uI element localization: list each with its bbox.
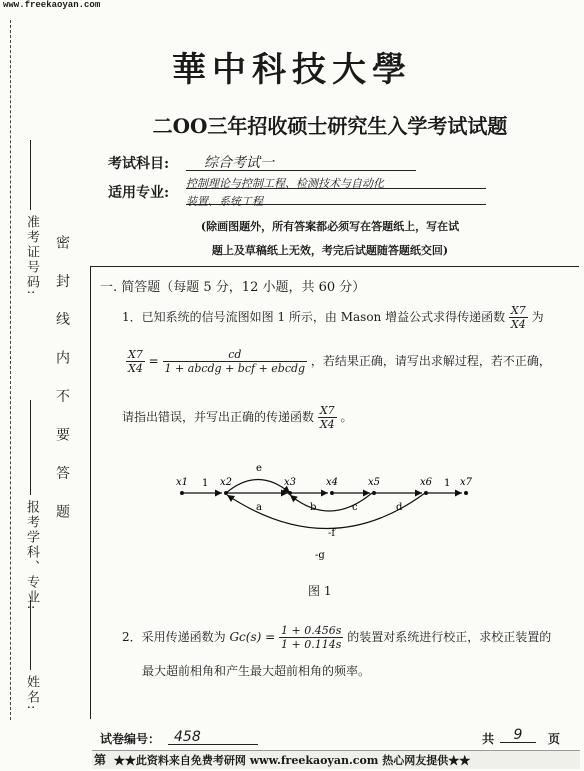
node-x6 — [424, 491, 428, 495]
q1-frac2-num: X7 — [319, 404, 335, 417]
node-labels — [176, 477, 473, 488]
q2-gc: Gc(s) = — [229, 630, 276, 644]
branch-label-4: d — [396, 502, 403, 513]
major-value-1: 控制理论与控制工程、检测技术与自动化 — [186, 177, 384, 190]
notice-line-2: 题上及草稿纸上无效，考完后试题随答题纸交回) — [211, 244, 449, 257]
q1-eq-rhs-den: 1 + abcdg + bcf + ebcdg — [164, 362, 306, 375]
q2-frac-den: 1 + 0.114s — [281, 638, 342, 651]
q1-text-d: 请指出错误，并写出正确的传递函数 — [122, 410, 315, 424]
total-label: 共 — [482, 732, 495, 746]
seal-border — [10, 20, 11, 720]
node-x2 — [224, 491, 228, 495]
name-line — [30, 600, 31, 670]
paper-no-label: 试卷编号： — [100, 732, 161, 746]
total-line — [500, 724, 536, 743]
q1-frac-den: X4 — [510, 318, 526, 331]
paper-no-line — [168, 726, 258, 745]
subject-line — [186, 152, 416, 171]
q1-line1 — [122, 304, 544, 331]
branch-label-7: -f — [328, 528, 336, 539]
banner-text: ★★此资料来自免费考研网 www.freekaoyan.com 热心网友提供★★ — [113, 754, 471, 767]
node-x7 — [464, 491, 468, 495]
page-label: 第 — [94, 753, 107, 767]
node-label-x3: x3 — [284, 477, 297, 488]
subject-label: 考试科目: — [108, 156, 170, 172]
branch-label-0: 1 — [202, 478, 209, 489]
node-label-x7: x7 — [460, 477, 473, 488]
q1-text-b: 为 — [531, 310, 544, 324]
q1-line2: $\frac{X7}{X4}$ = $\frac{cd}{\text{1 + abcdg + bcf + ebcdg}}$ ，若结果正确，请写出求解过程，若不正确， — [128, 348, 551, 375]
source-banner — [92, 750, 580, 769]
q1-eq-lhs-den: X4 — [128, 362, 143, 375]
q1-fraction-2 — [318, 404, 337, 431]
branch-label-2: b — [310, 502, 317, 513]
notice — [150, 215, 510, 263]
branch-label-6: e — [256, 463, 262, 474]
major-value-2: 装置、系统工程 — [186, 195, 263, 208]
node-label-x6: x6 — [420, 477, 433, 488]
node-label-x4: x4 — [326, 477, 339, 488]
q2-fraction — [279, 624, 343, 651]
notice-line-1: (除画图题外，所有答案都必须写在答题纸上，写在试 — [200, 220, 460, 233]
node-label-x5: x5 — [368, 477, 381, 488]
q1-text-c: ，若结果正确，请写出求解过程，若不正确， — [310, 354, 551, 368]
major-line-1 — [186, 172, 486, 189]
q2-text-a: 2．采用传递函数为 — [122, 630, 226, 644]
q1-text-a: 1．已知系统的信号流图如图 1 所示，由 Mason 增益公式求得传递函数 — [122, 310, 506, 324]
q1-line3 — [122, 404, 353, 431]
major-label-main: 适用专业: — [108, 185, 170, 201]
branch-minus-f — [290, 493, 372, 511]
q1-text-e: 。 — [340, 410, 353, 424]
q2-frac-num: 1 + 0.456s — [281, 624, 342, 637]
branch-label-3: c — [352, 502, 358, 513]
exam-title: 二OO三年招收硕士研究生入学考试试题 — [152, 114, 508, 138]
q1-eq-rhs — [163, 348, 308, 375]
major-label: 报考学科、专业: — [24, 500, 39, 612]
name-label: 姓名: — [24, 675, 39, 712]
q2-line1 — [122, 624, 551, 651]
q1-eq-lhs — [126, 348, 145, 375]
major-line — [30, 400, 31, 495]
q2-text-b: 的装置对系统进行校正，求校正装置的 — [347, 630, 552, 644]
node-x3 — [288, 491, 292, 495]
node-label-x1: x1 — [176, 477, 189, 488]
paper-no-value: 458 — [174, 729, 201, 745]
node-label-x2: x2 — [220, 477, 233, 488]
exam-id-label: 准考证号码: — [24, 215, 39, 297]
q1-frac-num: X7 — [510, 304, 526, 317]
branch-e — [226, 480, 290, 494]
q1-fraction — [509, 304, 528, 331]
node-x4 — [330, 491, 334, 495]
q1-eq-lhs-num: X7 — [128, 348, 143, 361]
signal-flow-graph — [170, 458, 490, 568]
school-name: 華中科技大學 — [172, 50, 412, 90]
branch-label-1: a — [256, 502, 262, 513]
branch-label-8: -g — [315, 550, 325, 561]
subject-value: 综合考试一 — [204, 155, 274, 171]
q1-eq-rhs-num: cd — [163, 348, 308, 362]
source-url: www.freekaoyan.com — [3, 0, 101, 10]
exam-id-line — [30, 140, 31, 210]
q1-frac2-den: X4 — [319, 418, 335, 431]
figure-caption: 图 1 — [308, 584, 332, 598]
q2-line2: 最大超前相角和产生最大超前相角的频率。 — [142, 664, 371, 678]
node-x1 — [180, 491, 184, 495]
section-title: 一. 简答题（每题 5 分，12 小题，共 60 分） — [100, 280, 366, 295]
major-line-2 — [186, 190, 486, 208]
page-unit: 页 — [548, 732, 561, 746]
seal-notice: 密 封 线 内 不 要 答 题 — [54, 235, 70, 529]
total-value: 9 — [513, 727, 523, 743]
seal-sidebar — [16, 20, 86, 720]
branch-label-5: 1 — [444, 478, 451, 489]
node-x5 — [372, 491, 376, 495]
